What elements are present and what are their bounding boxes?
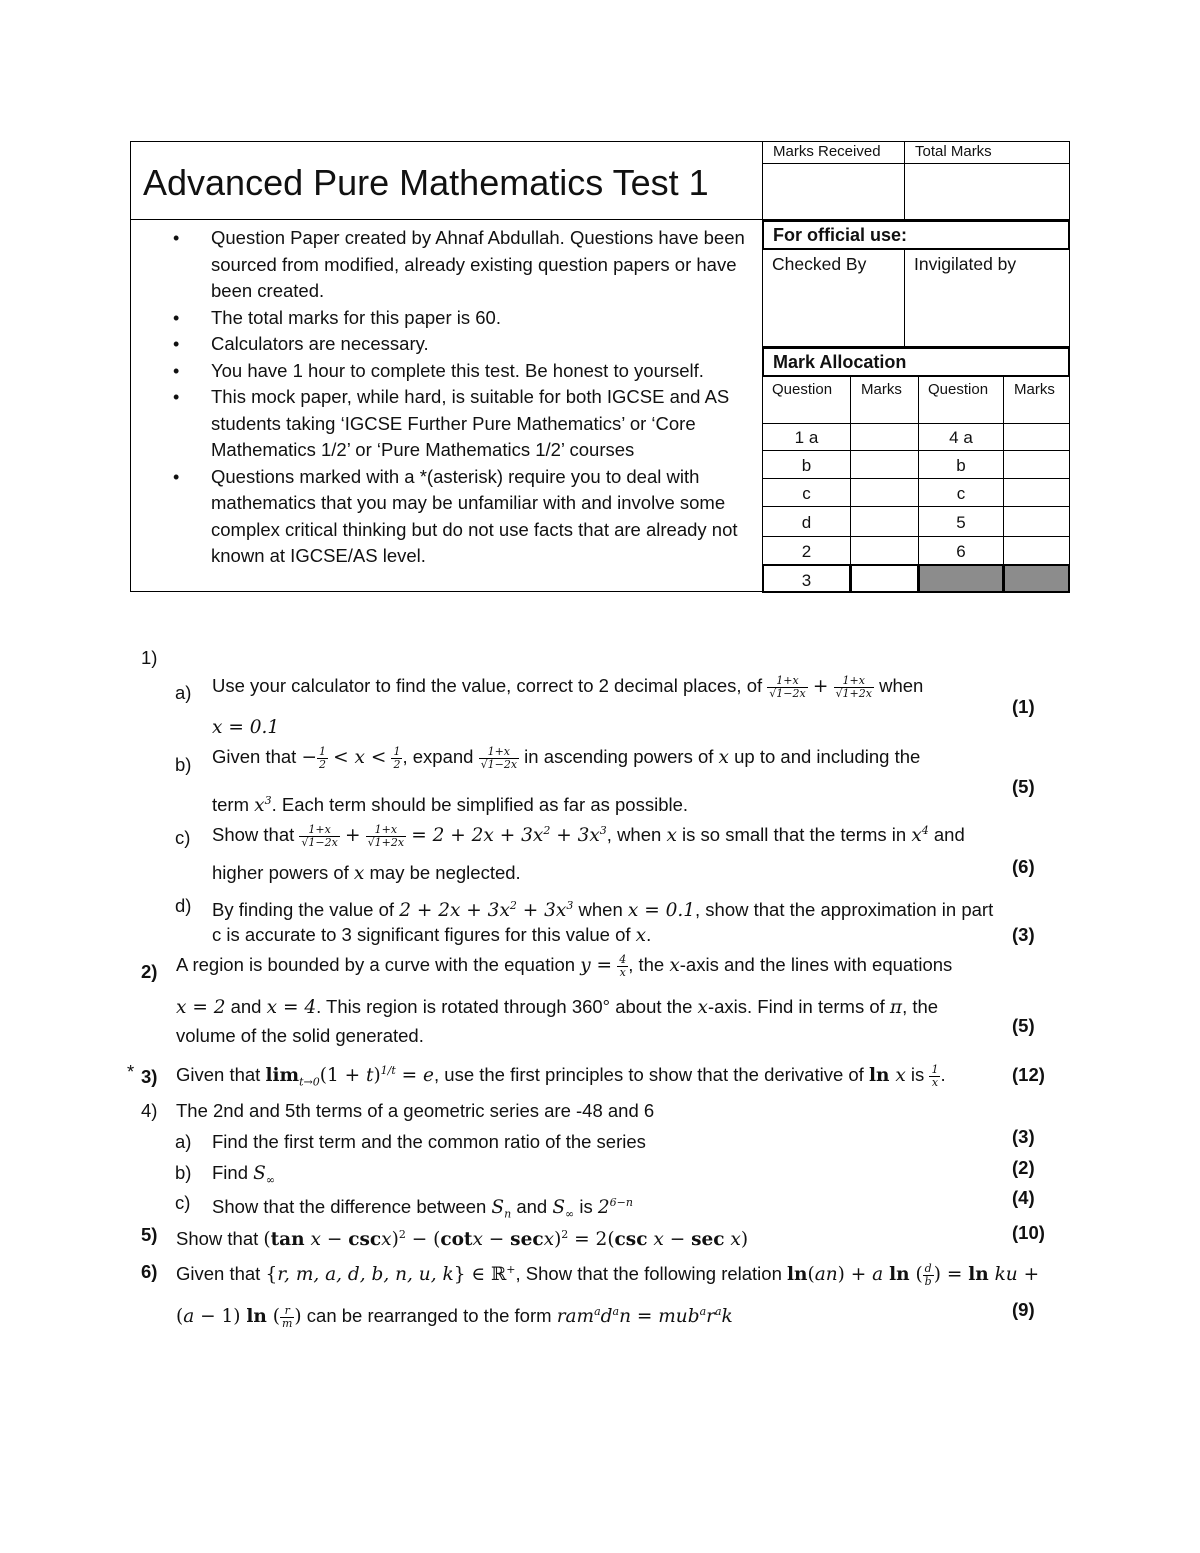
alloc-question-cell: 4 a xyxy=(918,423,1004,451)
fraction: $\frac{1+x}{√1-2x}$ xyxy=(769,673,806,700)
q1b-text: term xyxy=(212,794,249,816)
col-marks-label: Marks xyxy=(1014,381,1055,398)
col-marks-right xyxy=(1003,376,1070,424)
fraction: $\frac{1+x}{√1-2x}$ xyxy=(301,822,338,849)
alloc-question-cell: 2 xyxy=(762,536,851,565)
q4-text: The 2nd and 5th terms of a geometric series are -48 and 6 xyxy=(176,1100,655,1121)
q6-text: Given that xyxy=(176,1263,261,1285)
info-item: • Calculators are necessary. xyxy=(131,331,756,358)
q1a-value: x = 0.1 xyxy=(212,717,280,738)
q3-text: , use the first principles to show that the derivative of xyxy=(434,1064,864,1086)
alloc-question-cell: 1 a xyxy=(762,423,851,451)
q3-marks: (12) xyxy=(1012,1064,1045,1085)
q2-line3: volume of the solid generated. xyxy=(176,1025,424,1046)
info-item: • The total marks for this paper is 60. xyxy=(131,305,756,332)
alloc-question-cell: c xyxy=(918,478,1004,507)
page-title: Advanced Pure Mathematics Test 1 xyxy=(143,162,709,203)
q2-marks: (5) xyxy=(1012,1015,1035,1036)
checked-by-field[interactable] xyxy=(762,249,905,347)
q2-text: -axis and the lines with equations xyxy=(679,954,953,975)
q4b-line: Find $S_\infty$ xyxy=(212,1162,275,1187)
q1b-label: b) xyxy=(175,754,192,775)
q2-text: -axis. Find in terms of xyxy=(707,996,885,1017)
q1b-text: up to and including the xyxy=(734,746,921,767)
info-item: • Question Paper created by Ahnaf Abdullah. Questions have been sourced from modified, already existing question papers or have been created. xyxy=(131,225,756,305)
q1c-text: and xyxy=(933,824,965,846)
q1d-marks: (3) xyxy=(1012,924,1035,945)
q6-text: , Show that the following relation xyxy=(515,1263,782,1285)
q1c-text: may be neglected. xyxy=(369,862,521,883)
q1d-line2: c is accurate to 3 significant figures for this value of x. xyxy=(212,924,652,946)
q4b-marks: (2) xyxy=(1012,1157,1035,1178)
q1c-text: , when xyxy=(606,824,662,846)
col-question-label: Question xyxy=(928,381,989,398)
q3-text: is xyxy=(910,1064,925,1086)
q1b-marks: (5) xyxy=(1012,776,1035,797)
q1d-text: , show that the approximation in part xyxy=(695,899,994,921)
alloc-marks-cell[interactable] xyxy=(1003,506,1070,537)
q1d-label: d) xyxy=(175,895,192,916)
q2-line2: x = 2 and x = 4. This region is rotated through 360° about the x-axis. Find in terms of π, the xyxy=(176,996,939,1018)
q2-text: and xyxy=(230,996,262,1017)
q2-text: . This region is rotated through 360° about the xyxy=(316,996,693,1017)
official-use-header xyxy=(762,220,1070,250)
fraction: $\frac{1}{2}$ xyxy=(393,744,401,771)
q2-text: A region is bounded by a curve with the equation xyxy=(176,954,576,975)
q1a-marks: (1) xyxy=(1012,696,1035,717)
q5-number: 5) xyxy=(141,1224,158,1245)
alloc-question-cell: 6 xyxy=(918,536,1004,565)
q2-line1: A region is bounded by a curve with the equation y = $\frac{4}{x}$ , the x-axis and the lines with equations xyxy=(176,952,953,979)
q1a-line1: Use your calculator to find the value, correct to 2 decimal places, of $\frac{1+x}{√1-2x}$ + $\frac{1+x}{√1+2x}$ when xyxy=(212,673,924,700)
fraction: $\frac{1}{2}$ xyxy=(318,744,326,771)
q1c-line1: Show that $\frac{1+x}{√1-2x}$ + $\frac{1+x}{√1+2x}$ = $2 + 2x + 3x^2 + 3x^3$, when x is so small that the terms in $x^4$ and xyxy=(212,822,965,849)
q2-number: 2) xyxy=(141,961,158,982)
info-item: • Questions marked with a *(asterisk) require you to deal with mathematics that you may be unfamiliar with and involve some complex critical thinking but do not use facts that are already not known at IGCSE/AS level. xyxy=(131,464,756,570)
col-marks-label: Marks xyxy=(861,381,902,398)
alloc-question-cell: 3 xyxy=(762,564,851,593)
q3-text: Given that xyxy=(176,1064,261,1086)
col-question-right xyxy=(918,376,1004,424)
q1a-label: a) xyxy=(175,682,192,703)
info-box xyxy=(130,219,763,592)
invigilated-by-field[interactable] xyxy=(904,249,1070,347)
alloc-marks-cell[interactable] xyxy=(850,564,919,593)
q5-line: Show that (tan $x - \csc x)^2 - (\cot x - \sec x)^2 = 2(\csc$ x − sec x) xyxy=(176,1228,749,1251)
fraction: $\frac{4}{x}$ xyxy=(619,952,627,979)
q3-line1: Given that $\lim_{t\to 0}(1 + t)^{1/t} = e$, use the first principles to show that the derivative of ln x is $\frac{1}{x}$ . xyxy=(176,1062,946,1089)
total-marks-label: Total Marks xyxy=(904,141,1070,164)
q1c-text: is so small that the terms in xyxy=(682,824,907,846)
q1-number: 1) xyxy=(141,647,158,668)
q2-text: , the xyxy=(902,996,939,1017)
q4c-text: is xyxy=(579,1196,593,1218)
q4a-marks: (3) xyxy=(1012,1126,1035,1147)
q3-star: * xyxy=(127,1061,135,1082)
q1b-text: Given that xyxy=(212,746,297,767)
alloc-marks-cell[interactable] xyxy=(850,478,919,507)
q5-text: Show that xyxy=(176,1228,259,1250)
q5-marks: (10) xyxy=(1012,1222,1045,1243)
q4-number: 4) xyxy=(141,1100,158,1121)
col-question-left xyxy=(762,376,851,424)
info-item: • This mock paper, while hard, is suitable for both IGCSE and AS students taking ‘IGCSE Further Pure Mathematics’ or ‘Core Mathematics 1/2’ or ‘Pure Mathematics 1/2’ courses xyxy=(131,384,756,464)
fraction: $\frac{d}{b}$ xyxy=(924,1261,932,1288)
alloc-marks-cell[interactable] xyxy=(850,536,919,565)
fraction: $\frac{1+x}{√1+2x}$ xyxy=(835,673,872,700)
alloc-marks-cell[interactable] xyxy=(1003,478,1070,507)
alloc-marks-cell[interactable] xyxy=(850,423,919,451)
q1a-text: Use your calculator to find the value, correct to 2 decimal places, of xyxy=(212,675,763,696)
q1b-line2: term $x^3$. Each term should be simplified as far as possible. xyxy=(212,794,689,817)
official-use-label: For official use: xyxy=(773,225,908,245)
alloc-marks-cell[interactable] xyxy=(1003,423,1070,451)
alloc-question-cell: 5 xyxy=(918,506,1004,537)
fraction: $\frac{r}{m}$ xyxy=(281,1303,293,1330)
q4c-marks: (4) xyxy=(1012,1187,1035,1208)
q4c-text: Show that the difference between xyxy=(212,1196,487,1218)
q1d-text: c is accurate to 3 significant figures for this value of xyxy=(212,924,631,945)
q4a-label: a) xyxy=(175,1131,192,1152)
q4c-text: and xyxy=(516,1196,548,1218)
total-marks-field[interactable] xyxy=(904,163,1070,220)
q1c-label: c) xyxy=(175,827,191,848)
marks-received-label: Marks Received xyxy=(762,141,905,164)
invigilated-by-label: Invigilated by xyxy=(914,254,1017,274)
q1b-text: , expand xyxy=(402,746,474,767)
q4c-label: c) xyxy=(175,1192,191,1213)
alloc-marks-cell[interactable] xyxy=(1003,536,1070,565)
checked-by-label: Checked By xyxy=(772,254,867,274)
q1c-text: higher powers of xyxy=(212,862,349,883)
info-list xyxy=(131,225,756,570)
q6-number: 6) xyxy=(141,1261,158,1282)
q3-number: 3) xyxy=(141,1066,158,1087)
info-item: • You have 1 hour to complete this test. Be honest to yourself. xyxy=(131,358,756,385)
alloc-question-cell: b xyxy=(762,450,851,479)
marks-received-field[interactable] xyxy=(762,163,905,220)
q1a-when: when xyxy=(879,675,924,696)
title-box xyxy=(130,141,763,220)
q1c-marks: (6) xyxy=(1012,856,1035,877)
q1b-text: . Each term should be simplified as far as possible. xyxy=(271,794,689,816)
q1d-line1: By finding the value of $2 + 2x + 3x^2 + 3x^3$ when x = 0.1, show that the approximation in part xyxy=(212,899,994,922)
q2-text: , the xyxy=(628,954,665,975)
q1d-text: By finding the value of xyxy=(212,899,395,921)
q4b-text: Find xyxy=(212,1162,248,1183)
alloc-question-cell: d xyxy=(762,506,851,537)
q1c-line2: higher powers of x may be neglected. xyxy=(212,862,521,884)
q1d-text: when xyxy=(578,899,623,921)
q1b-text: in ascending powers of xyxy=(524,746,714,767)
alloc-question-cell: c xyxy=(762,478,851,507)
col-question-label: Question xyxy=(772,381,833,398)
alloc-disabled-cell xyxy=(918,564,1004,593)
q1b-line1: Given that − $\frac{1}{2}$ < x < $\frac{1}{2}$ , expand $\frac{1+x}{√1-2x}$ in ascending powers of x up to and including the xyxy=(212,744,921,771)
alloc-marks-cell[interactable] xyxy=(850,506,919,537)
q6-marks: (9) xyxy=(1012,1299,1035,1320)
q4a-text: Find the first term and the common ratio of the series xyxy=(212,1131,646,1152)
fraction: $\frac{1+x}{√1+2x}$ xyxy=(367,822,405,849)
q4b-label: b) xyxy=(175,1162,192,1183)
alloc-marks-cell[interactable] xyxy=(1003,450,1070,479)
q6-text: can be rearranged to the form xyxy=(306,1305,552,1327)
q6-line1: Given that {r, m, a, d, b, n, u, k} ∈ ℝ+, Show that the following relation ln(an) + a ln ( $\frac{d}{b}$ ) = ln ku + xyxy=(176,1261,1040,1288)
mark-allocation-header xyxy=(762,347,1070,377)
alloc-marks-cell[interactable] xyxy=(850,450,919,479)
col-marks-left xyxy=(850,376,919,424)
alloc-disabled-cell xyxy=(1003,564,1070,593)
alloc-question-cell: b xyxy=(918,450,1004,479)
q1c-text: Show that xyxy=(212,824,295,846)
q4c-line: Show that the difference between $S_n$ and $S_\infty$ is $2^{6-n}$ xyxy=(212,1196,633,1221)
fraction: $\frac{1}{x}$ xyxy=(931,1062,939,1089)
fraction: $\frac{1+x}{√1-2x}$ xyxy=(480,744,518,771)
mark-allocation-label: Mark Allocation xyxy=(773,352,907,372)
q6-line2: (a − 1) ln ( $\frac{r}{m}$ ) can be rearranged to the form $ram^ad^an = mub^ar^ak$ xyxy=(176,1303,733,1330)
